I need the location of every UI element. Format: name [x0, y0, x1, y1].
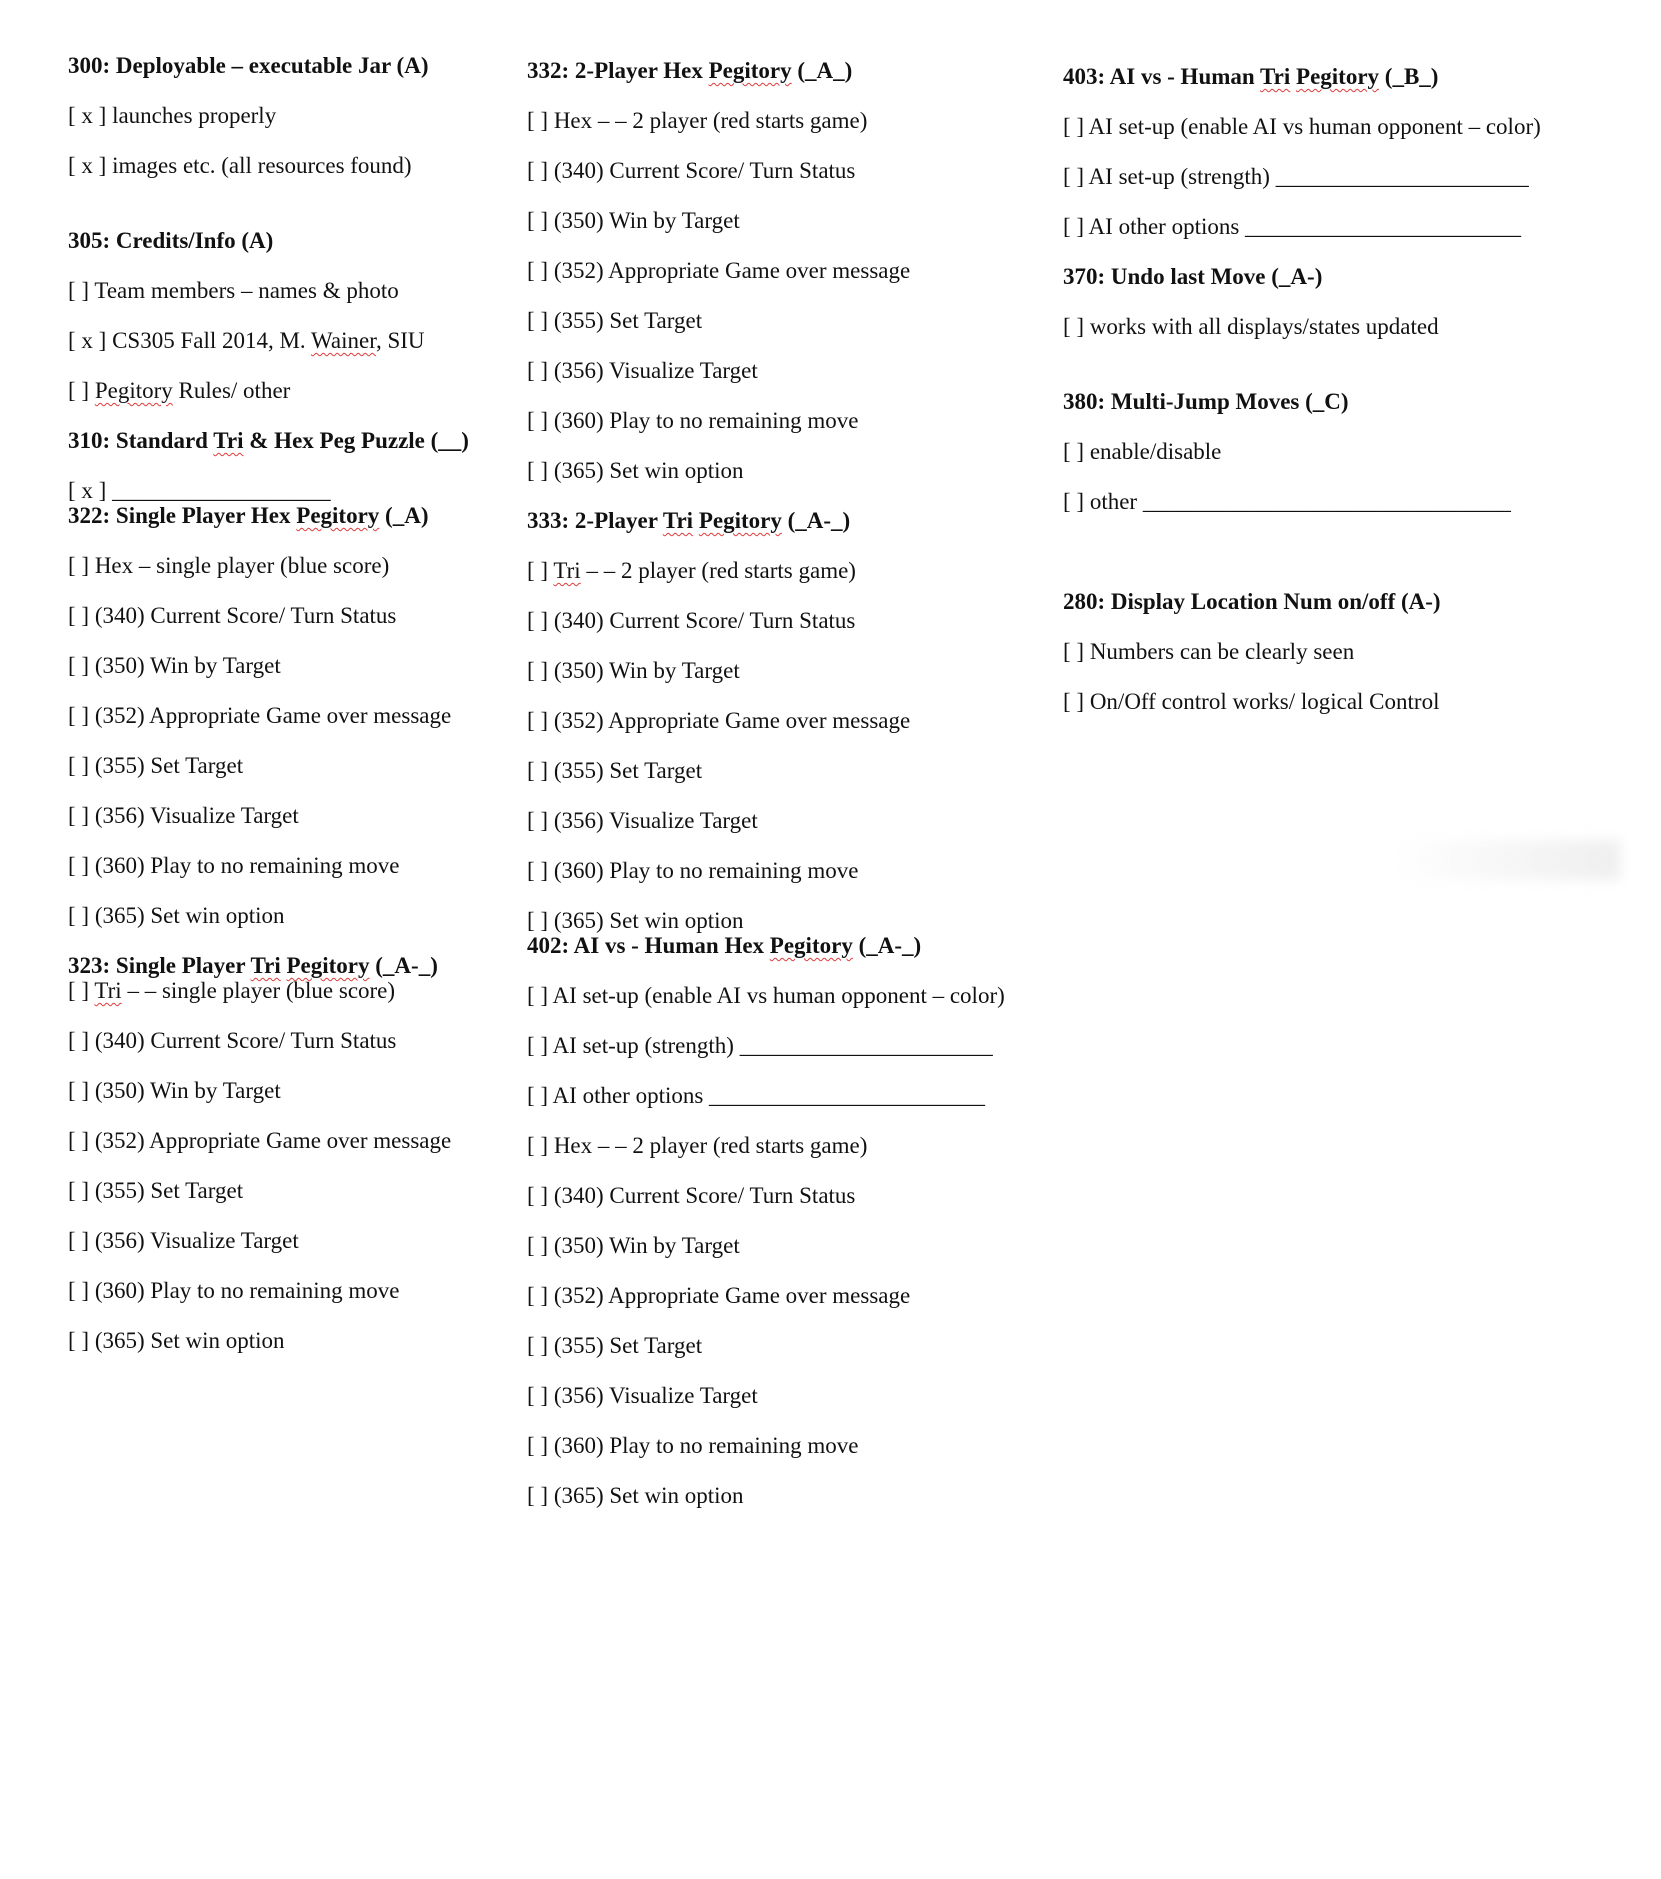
checklist-item-352-appropriate-game-over-message: [ ] (352) Appropriate Game over message — [68, 703, 452, 728]
checklist-item-365-set-win-option: [ ] (365) Set win option — [68, 1328, 285, 1353]
checklist-item-356-visualize-target: [ ] (356) Visualize Target — [527, 808, 758, 833]
checklist-item-340-current-score-turn-status: [ ] (340) Current Score/ Turn Status — [68, 603, 397, 628]
checklist-item-on-off-control-works-logical-control: [ ] On/Off control works/ logical Control — [1063, 689, 1440, 714]
checklist-item-350-win-by-target: [ ] (350) Win by Target — [68, 653, 281, 678]
checklist-item-360-play-to-no-remaining-move: [ ] (360) Play to no remaining move — [68, 853, 400, 878]
checklist-item-352-appropriate-game-over-message: [ ] (352) Appropriate Game over message — [527, 258, 911, 283]
checklist-item-ai-set-up-enable-ai-vs-human-opponent-co: [ ] AI set-up (enable AI vs human opponent – color) — [527, 983, 1005, 1008]
section-heading-403-ai-vs-human-tri-pegitory-b: 403: AI vs - Human Tri Pegitory (_B_) — [1063, 64, 1439, 89]
checklist-item-356-visualize-target: [ ] (356) Visualize Target — [527, 358, 758, 383]
checklist-item-360-play-to-no-remaining-move: [ ] (360) Play to no remaining move — [68, 1278, 400, 1303]
checklist-item-hex-2-player-red-starts-game: [ ] Hex – – 2 player (red starts game) — [527, 108, 868, 133]
checklist-item-352-appropriate-game-over-message: [ ] (352) Appropriate Game over message — [68, 1128, 452, 1153]
section-heading-402-ai-vs-human-hex-pegitory-a: 402: AI vs - Human Hex Pegitory (_A-_) — [527, 933, 922, 958]
checklist-item-365-set-win-option: [ ] (365) Set win option — [527, 1483, 744, 1508]
checklist-item-352-appropriate-game-over-message: [ ] (352) Appropriate Game over message — [527, 1283, 911, 1308]
checklist-item-350-win-by-target: [ ] (350) Win by Target — [527, 1233, 740, 1258]
section-heading-380-multi-jump-moves-c: 380: Multi-Jump Moves (_C) — [1063, 389, 1349, 414]
checklist-item-numbers-can-be-clearly-seen: [ ] Numbers can be clearly seen — [1063, 639, 1355, 664]
checklist-item-360-play-to-no-remaining-move: [ ] (360) Play to no remaining move — [527, 408, 859, 433]
checklist-item-x-cs305-fall-2014-m-wainer-siu: [ x ] CS305 Fall 2014, M. Wainer, SIU — [68, 328, 425, 353]
checklist-item-365-set-win-option: [ ] (365) Set win option — [527, 908, 744, 933]
checklist-item-356-visualize-target: [ ] (356) Visualize Target — [68, 1228, 299, 1253]
section-heading-323-single-player-tri-pegitory-a: 323: Single Player Tri Pegitory (_A-_) — [68, 953, 438, 978]
checklist-item-350-win-by-target: [ ] (350) Win by Target — [527, 658, 740, 683]
section-heading-322-single-player-hex-pegitory-a: 322: Single Player Hex Pegitory (_A) — [68, 503, 429, 528]
checklist-item-pegitory-rules-other: [ ] Pegitory Rules/ other — [68, 378, 291, 403]
section-heading-333-2-player-tri-pegitory-a: 333: 2-Player Tri Pegitory (_A-_) — [527, 508, 851, 533]
section-heading-332-2-player-hex-pegitory-a: 332: 2-Player Hex Pegitory (_A_) — [527, 58, 853, 83]
checklist-item-356-visualize-target: [ ] (356) Visualize Target — [68, 803, 299, 828]
checklist-item-x: [ x ] ___________________ — [68, 478, 331, 503]
section-heading-310-standard-tri-hex-peg-puzzle: 310: Standard Tri & Hex Peg Puzzle (__) — [68, 428, 469, 453]
checklist-item-350-win-by-target: [ ] (350) Win by Target — [68, 1078, 281, 1103]
checklist-item-355-set-target: [ ] (355) Set Target — [68, 1178, 244, 1203]
checklist-item-365-set-win-option: [ ] (365) Set win option — [68, 903, 285, 928]
checklist-item-x-images-etc-all-resources-found: [ x ] images etc. (all resources found) — [68, 153, 412, 178]
checklist-item-other: [ ] other ________________________________ — [1063, 489, 1511, 514]
checklist-item-340-current-score-turn-status: [ ] (340) Current Score/ Turn Status — [68, 1028, 397, 1053]
checklist-item-360-play-to-no-remaining-move: [ ] (360) Play to no remaining move — [527, 858, 859, 883]
checklist-item-356-visualize-target: [ ] (356) Visualize Target — [527, 1383, 758, 1408]
checklist-item-340-current-score-turn-status: [ ] (340) Current Score/ Turn Status — [527, 608, 856, 633]
checklist-item-352-appropriate-game-over-message: [ ] (352) Appropriate Game over message — [527, 708, 911, 733]
checklist-item-tri-single-player-blue-score: [ ] Tri – – single player (blue score) — [68, 978, 396, 1003]
checklist-item-ai-other-options: [ ] AI other options ________________________ — [527, 1083, 986, 1108]
checklist-item-355-set-target: [ ] (355) Set Target — [68, 753, 244, 778]
checklist-item-x-launches-properly: [ x ] launches properly — [68, 103, 277, 128]
checklist-item-365-set-win-option: [ ] (365) Set win option — [527, 458, 744, 483]
checklist-item-350-win-by-target: [ ] (350) Win by Target — [527, 208, 740, 233]
checklist-item-team-members-names-photo: [ ] Team members – names & photo — [68, 278, 399, 303]
checklist-item-tri-2-player-red-starts-game: [ ] Tri – – 2 player (red starts game) — [527, 558, 856, 583]
section-heading-300-deployable-executable-jar-a: 300: Deployable – executable Jar (A) — [68, 53, 429, 78]
checklist-item-355-set-target: [ ] (355) Set Target — [527, 1333, 703, 1358]
checklist-item-hex-2-player-red-starts-game: [ ] Hex – – 2 player (red starts game) — [527, 1133, 868, 1158]
checklist-item-355-set-target: [ ] (355) Set Target — [527, 308, 703, 333]
checklist-item-340-current-score-turn-status: [ ] (340) Current Score/ Turn Status — [527, 1183, 856, 1208]
section-heading-305-credits-info-a: 305: Credits/Info (A) — [68, 228, 274, 253]
checklist-item-360-play-to-no-remaining-move: [ ] (360) Play to no remaining move — [527, 1433, 859, 1458]
checklist-item-hex-single-player-blue-score: [ ] Hex – single player (blue score) — [68, 553, 390, 578]
checklist-item-340-current-score-turn-status: [ ] (340) Current Score/ Turn Status — [527, 158, 856, 183]
scan-shadow — [1390, 840, 1620, 880]
checklist-item-ai-set-up-strength: [ ] AI set-up (strength) ______________________ — [527, 1033, 993, 1058]
checklist-item-ai-set-up-enable-ai-vs-human-opponent-co: [ ] AI set-up (enable AI vs human opponent – color) — [1063, 114, 1541, 139]
checklist-item-enable-disable: [ ] enable/disable — [1063, 439, 1222, 464]
checklist-item-ai-set-up-strength: [ ] AI set-up (strength) ______________________ — [1063, 164, 1529, 189]
checklist-item-ai-other-options: [ ] AI other options ________________________ — [1063, 214, 1522, 239]
section-heading-280-display-location-num-on-off-a: 280: Display Location Num on/off (A-) — [1063, 589, 1441, 614]
checklist-item-works-with-all-displays-states-updated: [ ] works with all displays/states updated — [1063, 314, 1439, 339]
section-heading-370-undo-last-move-a: 370: Undo last Move (_A-) — [1063, 264, 1323, 289]
checklist-item-355-set-target: [ ] (355) Set Target — [527, 758, 703, 783]
